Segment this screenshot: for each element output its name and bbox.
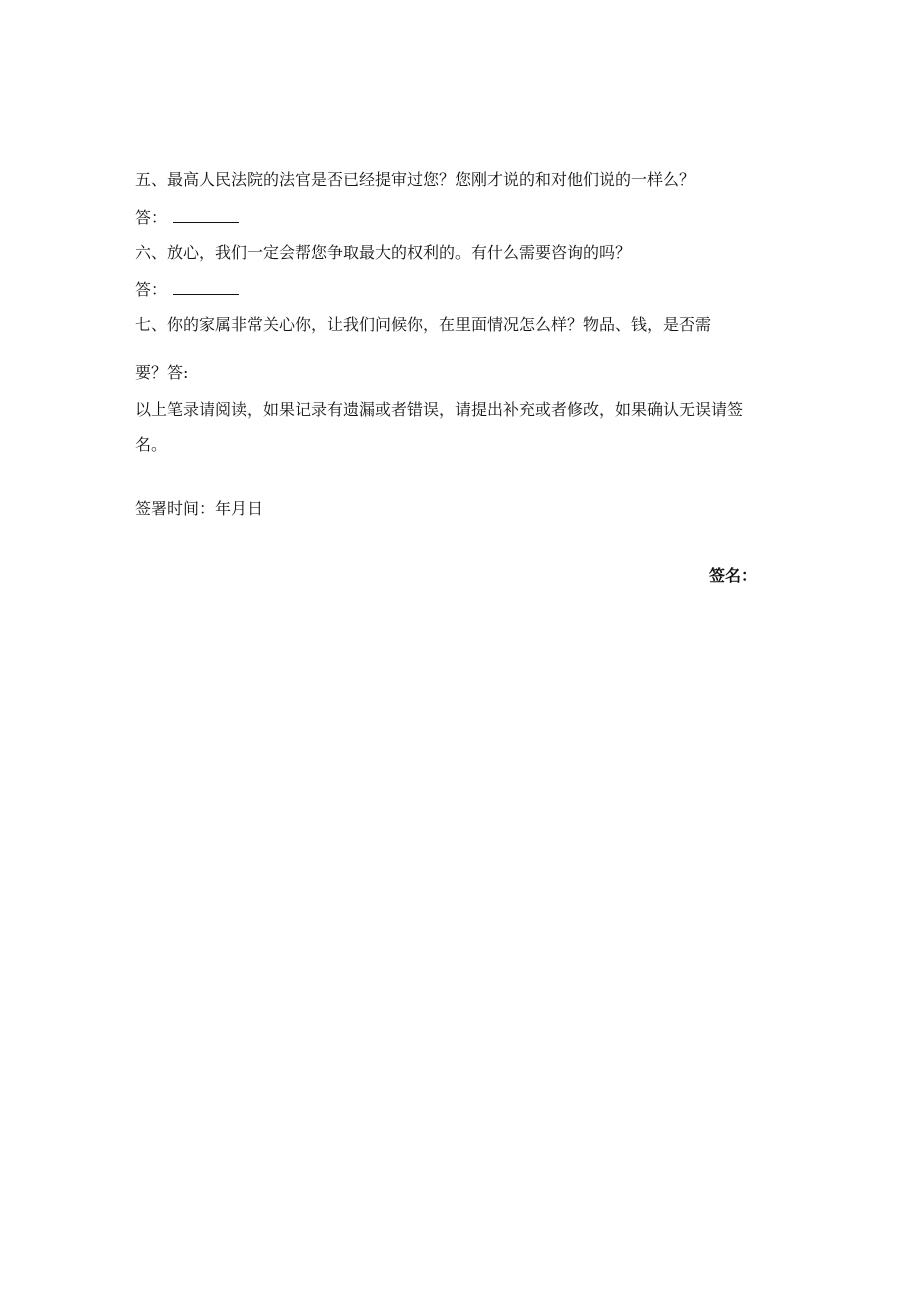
signature-label: 签名： <box>709 566 758 585</box>
notice-line-2: 名。 <box>135 435 168 454</box>
question-7-line-2: 要？答: <box>135 363 189 382</box>
question-7-line-1: 七、你的家属非常关心你，让我们问候你，在里面情况怎么样？物品、钱，是否需 <box>135 315 712 334</box>
answer-5-blank <box>173 206 239 223</box>
question-6: 六、放心，我们一定会帮您争取最大的权利的。有什么需要咨询的吗？ <box>135 243 632 262</box>
notice-line-1: 以上笔录请阅读，如果记录有遗漏或者错误，请提出补充或者修改，如果确认无误请签 <box>135 400 744 419</box>
answer-6-blank <box>173 278 239 295</box>
answer-5 <box>135 206 239 228</box>
question-5: 五、最高人民法院的法官是否已经提审过您？您刚才说的和对他们说的一样么？ <box>135 170 696 189</box>
sign-date: 签署时间：年月日 <box>135 499 264 518</box>
answer-6-label: 答： <box>135 280 168 299</box>
answer-5-label: 答： <box>135 208 168 227</box>
answer-6 <box>135 278 239 300</box>
